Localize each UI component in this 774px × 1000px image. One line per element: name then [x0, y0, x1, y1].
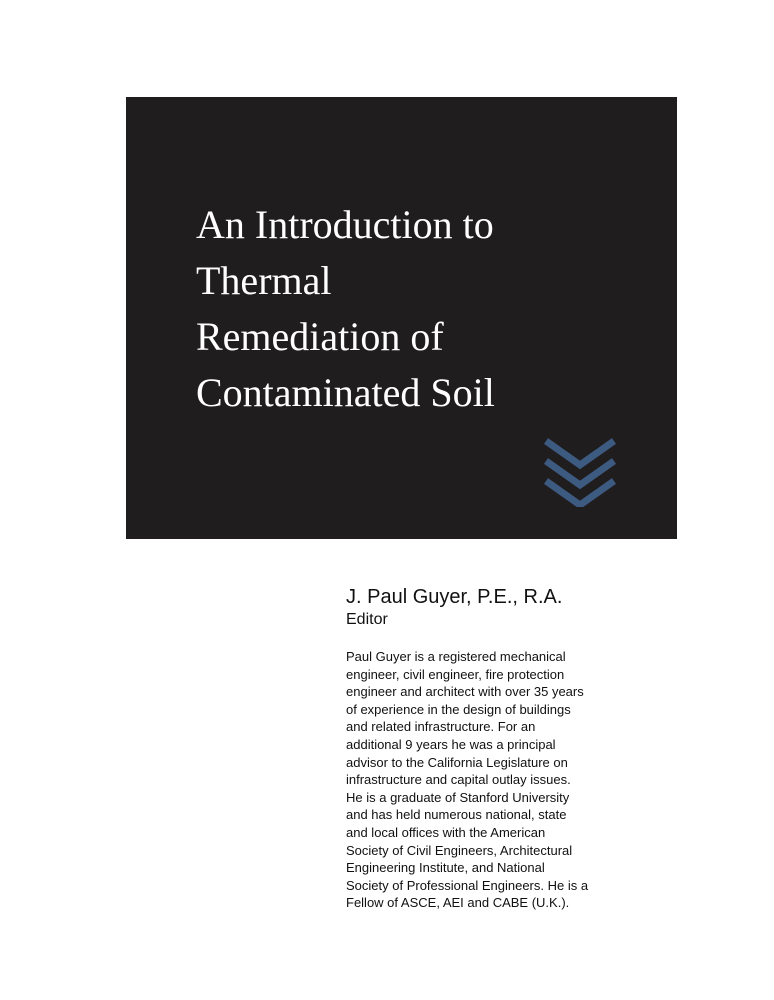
bio-line: infrastructure and capital outlay issues. [346, 772, 571, 788]
bio-line: Paul Guyer is a registered mechanical [346, 649, 566, 664]
bio-line: He is a graduate of Stanford University [346, 789, 570, 805]
bio-line: Society of Professional Engineers. He is a [346, 877, 589, 893]
title-line: Thermal [196, 258, 332, 303]
author-name: J. Paul Guyer, P.E., R.A. [346, 586, 563, 608]
bio-line: additional 9 years he was a principal [346, 736, 556, 752]
bio-line: engineer and architect with over 35 years [346, 684, 584, 700]
author-bio [346, 648, 646, 912]
bio-line: Fellow of ASCE, AEI and CABE (U.K.). [346, 895, 570, 911]
bio-line: Engineering Institute, and National [346, 860, 545, 876]
cover-panel [126, 97, 677, 539]
triple-chevron-down-icon [544, 435, 616, 507]
title-line: An Introduction to [196, 202, 494, 247]
bio-line: and local offices with the American [346, 824, 546, 840]
author-block [346, 585, 746, 631]
bio-line: Society of Civil Engineers, Architectural [346, 842, 573, 858]
bio-line: and related infrastructure. For an [346, 719, 536, 735]
book-title [196, 197, 656, 421]
author-role: Editor [346, 611, 388, 628]
title-line: Remediation of [196, 314, 444, 359]
bio-line: and has held numerous national, state [346, 807, 567, 823]
bio-line: advisor to the California Legislature on [346, 754, 568, 770]
bio-line: engineer, civil engineer, fire protection [346, 666, 565, 682]
title-line: Contaminated Soil [196, 370, 495, 415]
bio-line: of experience in the design of buildings [346, 701, 571, 717]
